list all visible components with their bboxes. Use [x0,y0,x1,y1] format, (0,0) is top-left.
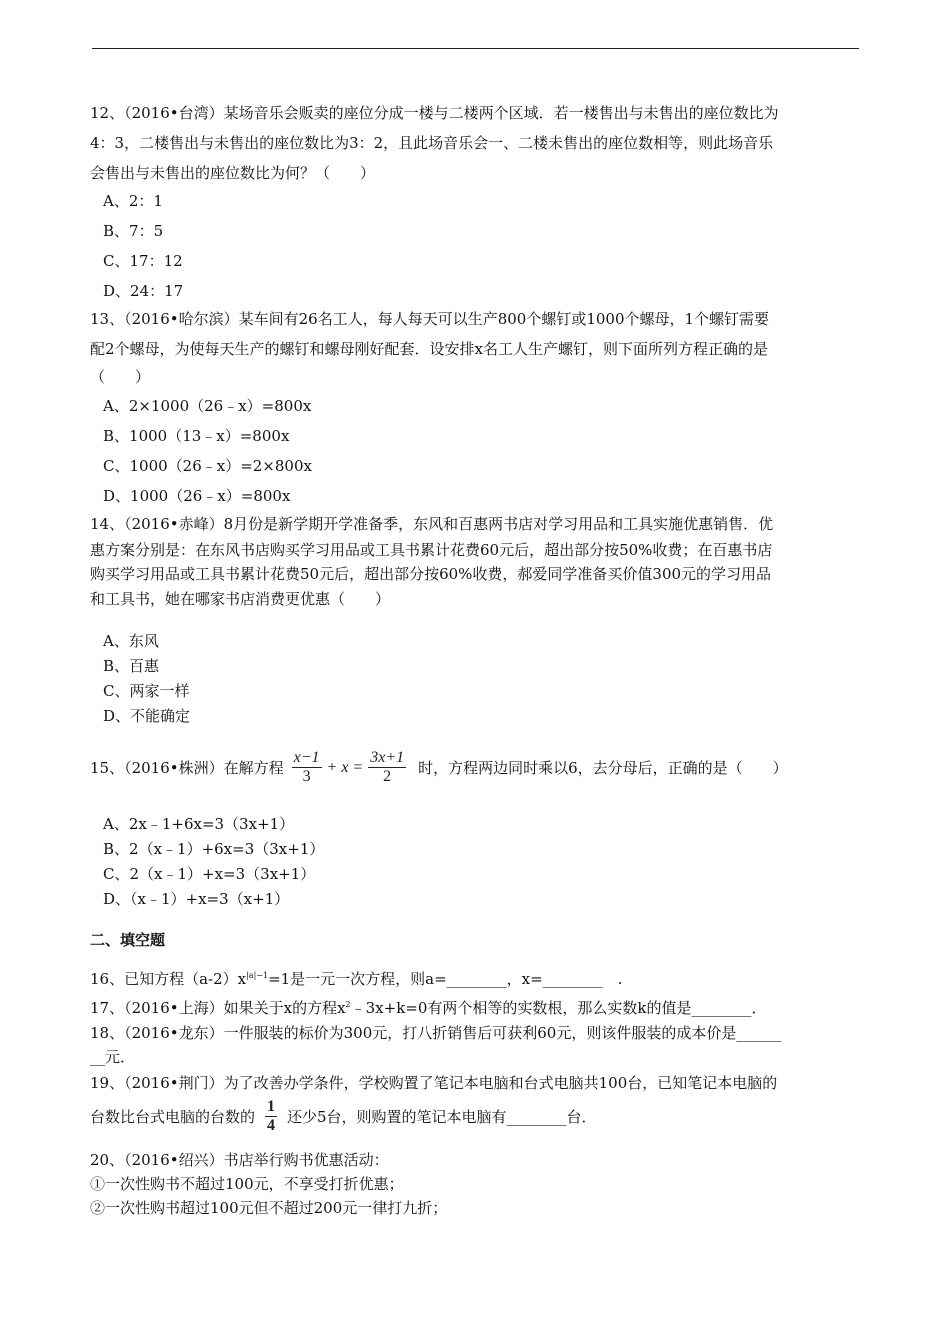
q15-option-c: C、2（x﹣1）+x=3（3x+1） [103,865,316,883]
q18-line1: 18、（2016•龙东）一件服装的标价为300元，打八折销售后可获利60元，则该件服装的成本价是______ [90,1024,782,1042]
q15-stem [90,749,788,786]
q20-line1: 20、（2016•绍兴）书店举行购书优惠活动： [90,1151,389,1169]
q19-frac-numerator: 1 [267,1098,276,1115]
q15-fraction-right [368,749,406,786]
q15-frac1-denominator: 3 [302,768,311,785]
q13-option-c: C、1000（26﹣x）=2×800x [103,457,312,475]
q18-line2: __元． [90,1048,136,1066]
q19-suffix: 还少5台，则购置的笔记本电脑有________台． [287,1108,597,1126]
q12-option-b: B、7：5 [103,222,164,240]
q19-frac-denominator: 4 [267,1117,276,1134]
q14-line2: 惠方案分别是：在东风书店购买学习用品或工具书累计花费60元后，超出部分按50%收费；在百惠书店 [90,541,773,559]
q19-fraction [265,1098,277,1135]
q15-option-b: B、2（x﹣1）+6x=3（3x+1） [103,840,325,858]
q14-option-a: A、东风 [103,632,159,650]
q19-line1: 19、（2016•荆门）为了改善办学条件，学校购置了笔记本电脑和台式电脑共100台，已知笔记本电脑的 [90,1074,778,1092]
q15-plus-x: + x = [326,758,364,776]
q15-frac1-numerator: x−1 [293,749,320,766]
q20-line3: ②一次性购书超过100元但不超过200元一律打九折； [90,1199,448,1217]
q13-option-b: B、1000（13﹣x）=800x [103,427,290,445]
q14-option-b: B、百惠 [103,657,160,675]
header-rule [92,48,859,49]
q16-after: =1是一元一次方程，则a=________，x=________ . [268,970,623,988]
q17-before: 17、（2016•上海）如果关于x的方程x [90,999,346,1017]
section-title: 二、填空题 [90,931,166,949]
q13-line2: 配2个螺母，为使每天生产的螺钉和螺母刚好配套．设安排x名工人生产螺钉，则下面所列方程正确的是 [90,340,769,358]
q13-option-a: A、2×1000（26﹣x）=800x [103,397,312,415]
q13-line1: 13、（2016•哈尔滨）某车间有26名工人，每人每天可以生产800个螺钉或1000个螺母，1个螺钉需要 [90,310,770,328]
q13-line3: （ ） [90,368,151,386]
q12-line3: 会售出与未售出的座位数比为何？（ ） [90,164,376,182]
q12-option-c: C、17：12 [103,252,183,270]
q16-before: 16、已知方程（a-2）x [90,970,247,988]
q12-option-a: A、2：1 [103,192,163,210]
q14-line3: 购买学习用品或工具书累计花费50元后，超出部分按60%收费，郝爱同学准备买价值300元的学习用品 [90,565,772,583]
q14-line4: 和工具书，她在哪家书店消费更优惠（ ） [90,590,391,608]
q14-option-d: D、不能确定 [103,707,191,725]
q17-after: ﹣3x+k=0有两个相等的实数根，那么实数k的值是________． [350,999,767,1017]
q12-option-d: D、24：17 [103,282,184,300]
q19-prefix: 台数比台式电脑的台数的 [90,1108,256,1126]
q20-line2: ①一次性购书不超过100元，不享受打折优惠； [90,1175,404,1193]
q17-exponent: 2 [345,1000,351,1009]
q16-exponent: |a|−1 [246,971,269,980]
q15-fraction-left [292,749,322,786]
q15-frac2-denominator: 2 [383,768,392,785]
q19-line2 [90,1098,597,1135]
q15-option-d: D、（x﹣1）+x=3（x+1） [103,890,290,908]
q15-frac2-numerator: 3x+1 [370,749,405,766]
q16-line [90,966,622,989]
q14-line1: 14、（2016•赤峰）8月份是新学期开学准备季，东风和百惠两书店对学习用品和工具实施优惠销售．优 [90,515,774,533]
q17-line [90,995,767,1018]
q12-line2: 4：3，二楼售出与未售出的座位数比为3：2，且此场音乐会一、二楼未售出的座位数相等，则此场音乐 [90,134,774,152]
q15-suffix: 时，方程两边同时乘以6，去分母后，正确的是（ ） [418,759,788,777]
q14-option-c: C、两家一样 [103,682,190,700]
q15-option-a: A、2x﹣1+6x=3（3x+1） [103,815,295,833]
q15-prefix: 15、（2016•株洲）在解方程 [90,759,284,777]
q12-line1: 12、（2016•台湾）某场音乐会贩卖的座位分成一楼与二楼两个区域．若一楼售出与未售出的座位数比为 [90,104,779,122]
q13-option-d: D、1000（26﹣x）=800x [103,487,291,505]
